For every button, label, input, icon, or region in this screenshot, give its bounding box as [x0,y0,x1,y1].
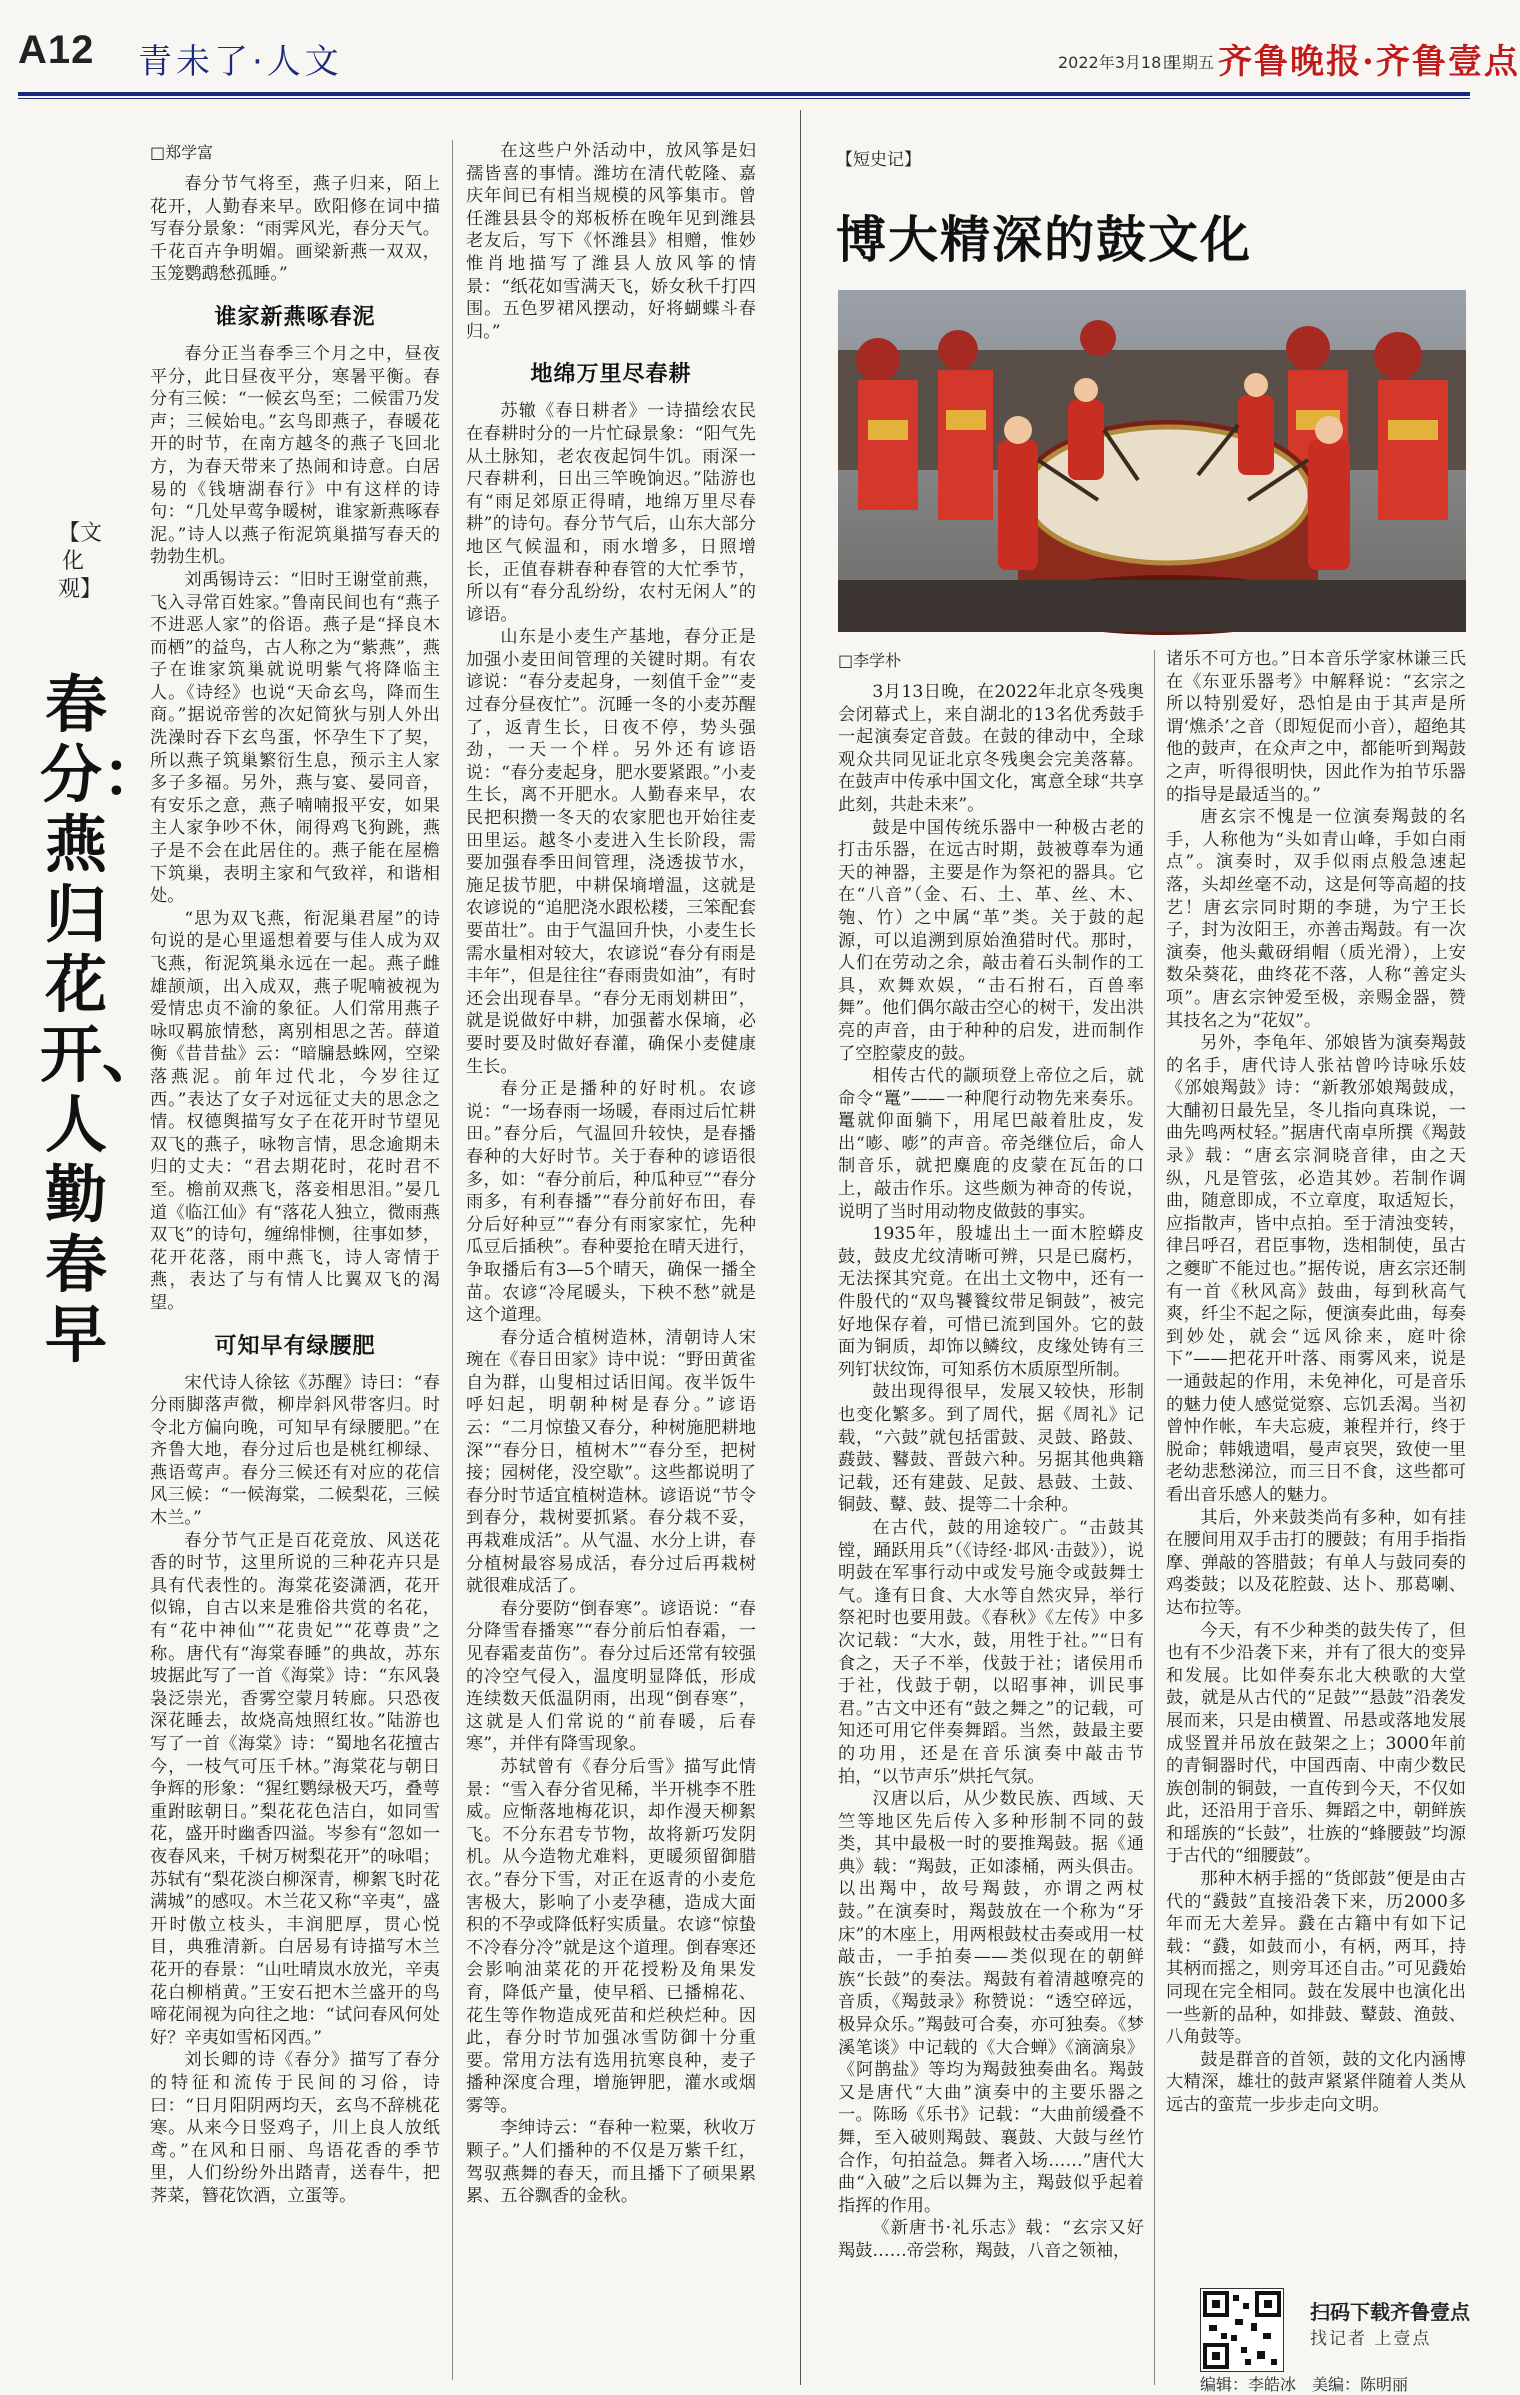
paragraph: 诸乐不可方也。”日本音乐学家林谦三氏在《东亚乐器考》中解释说：“玄宗之所以特别爱好，恐怕是由于其声是所谓‘燋杀’之音（即短促而小音），超绝其他的鼓声，在众声之中，都能听到羯鼓之声，听得很明快，因此作为拍节乐器的指导是最适当的。” [1166,649,1466,805]
paragraph: 今天，有不少种类的鼓失传了，但也有不少沿袭下来，并有了很大的变异和发展。比如伴奏东北大秧歌的大堂鼓，就是从古代的“足鼓”“悬鼓”沿袭发展而来，只是由横置、吊悬或落地发展成竖置并吊放在鼓架之上；3000年前的青铜器时代，中国西南、中南少数民族创制的铜鼓，一直传到今天，不仅如此，还沿用于音乐、舞蹈之中，朝鲜族和瑶族的“长鼓”，壮族的“蜂腰鼓”均源于古代的“细腰鼓”。 [1166,1620,1466,1867]
subheading: 可知早有绿腰肥 [214,1333,376,1359]
paragraph: 鼓出现得很早，发展又较快，形制也变化繁多。到了周代，据《周礼》记载，“六鼓”就包括雷鼓、灵鼓、路鼓、鼖鼓、鼛鼓、晋鼓六种。另据其他典籍记载，还有建鼓、足鼓、悬鼓、土鼓、铜鼓、鼙、鼓、提等二十余种。 [838,1382,1144,1516]
paragraph: 刘长卿的诗《春分》描写了春分的特征和流传于民间的习俗，诗曰：“日月阳阴两均天，玄鸟不辞桃花寒。从来今日竖鸡子，川上良人放纸鸢。”在风和日丽、鸟语花香的季节里，人们纷纷外出踏青，送春牛，把荠菜，簪花饮酒，立蛋等。 [150,2050,440,2206]
article-title: 博大精深的鼓文化 [836,210,1252,269]
paragraph: 其后，外来鼓类尚有多种，如有挂在腰间用双手击打的腰鼓；有用手指指摩、弹敲的答腊鼓；有单人与鼓同奏的鸡娄鼓；以及花腔鼓、达卜、那葛喇、达布拉等。 [1166,1507,1466,1618]
paragraph: 春分正当春季三个月之中，昼夜平分，此日昼夜平分，寒暑平衡。春分有三候：“一候玄鸟至；二候雷乃发声；三候始电。”玄鸟即燕子，春暖花开的时节，在南方越冬的燕子飞回北方，为春天带来了热闹和诗意。白居易的《钱塘湖春行》中有这样的诗句：“几处早莺争暖树，谁家新燕啄春泥。”诗人以燕子衔泥筑巢描写春天的勃勃生机。 [150,343,440,568]
paragraph: 鼓是群音的首领，鼓的文化内涵博大精深，雄壮的鼓声紧紧伴随着人类从远古的蛮荒一步步走向文明。 [1166,2049,1466,2115]
paragraph: 唐玄宗不愧是一位演奏羯鼓的名手，人称他为“头如青山峰，手如白雨点”。演奏时，双手似雨点般急速起落，头却丝毫不动，这是何等高超的技艺！唐玄宗同时期的李琎，为宁王长子，封为汝阳王，亦善击羯鼓。有一次演奏，他头戴砑绢帽（质光滑），上安数朵葵花，曲终花不落，人称“善定头项”。唐玄宗钟爱至极，亲赐金器，赞其技名之为“花奴”。 [1166,807,1466,1031]
paragraph: 另外，李龟年、邠娘皆为演奏羯鼓的名手，唐代诗人张祜曾吟诗咏乐妓《邠娘羯鼓》诗：“新教邠娘羯鼓成，大酺初日最先呈，冬儿指向真珠说，一曲先鸣两杖轻。”据唐代南卓所撰《羯鼓录》载：“唐玄宗洞晓音律，由之天纵，凡是管弦，必造其妙。若制作调曲，随意即成，不立章度，取适短长，应指散声，皆中点拍。至于清浊变转，律吕呼召，君臣事物，迭相制使，虽古之夔旷不能过也。”据传说，唐玄宗还制有一首《秋风高》鼓曲，每到秋高气爽，纤尘不起之际，便演奏此曲，每奏到妙处，就会“远风徐来，庭叶徐下”——把花开叶落、雨雾风来，说是一通鼓起的作用，未免神化，可是音乐的魅力使人感觉觉察、忘饥丢渴。当初曾忡作帐，车夫忘疲，兼程并行，终于脱命；韩娥遗唱，曼声哀哭，致使一里老幼悲愁涕泣，而三日不食，这些都可看出音乐感人的魅力。 [1166,1033,1466,1505]
paragraph: 山东是小麦生产基地，春分正是加强小麦田间管理的关键时期。有农谚说：“春分麦起身，一刻值千金”“麦过春分昼夜忙”。沉睡一冬的小麦苏醒了，返青生长，日夜不停，势头强劲，一天一个样。另外还有谚语说：“春分麦起身，肥水要紧跟。”小麦生长，离不开肥水。人勤春来早，农民把积攒一冬天的农家肥也开始往麦田里运。越冬小麦进入生长阶段，需要加强春季田间管理，浇透拔节水，施足拔节肥，中耕保墒增温，这就是农谚说的“追肥浇水跟松耧，三笨配套要苗壮”。由于气温回升快，小麦生长需水量相对较大，农谚说“春分有雨是丰年”，但是往往“春雨贵如油”，有时还会出现春旱。“春分无雨划耕田”，就是说做好中耕，加强蓄水保墒，必要时要及时做好春灌，确保小麦健康生长。 [466,627,756,1077]
qr-subcaption: 找记者 上壹点 [1310,2329,1432,2349]
qr-pattern [1201,2289,1283,2371]
column-tag: 【短史记】 [836,150,921,170]
header-divider-thin [18,98,1470,99]
text-column-3 [838,648,1144,2388]
article-divider [800,110,801,2385]
author-byline: □郑学富 [150,143,214,162]
text-column-1 [150,140,440,2380]
paragraph: 春分要防“倒春寒”。谚语说：“春分降雪春播寒”“春分前后怕春霜，一见春霜麦苗伤”。春分过后还常有较强的冷空气侵入，温度明显降低，形成连续数天低温阴雨，出现“倒春寒”，这就是人们常说的“前春暖，后春寒”，并伴有降雪现象。 [466,1598,756,1755]
article-title: 春分：燕归花开、人勤春早 [40,668,165,1371]
page-number: A12 [18,28,95,72]
paragraph: 鼓是中国传统乐器中一种极古老的打击乐器，在远古时期，鼓被尊奉为通天的神器，主要是作为祭祀的器具。它在“八音”（金、石、土、革、丝、木、匏、竹）之中属“革”类。关于鼓的起源，可以追溯到原始渔猎时代。那时，人们在劳动之余，敲击着石头制作的工具，欢舞欢娱，“击石拊石，百兽率舞”。他们偶尔敲击空心的树干，发出洪亮的声音，由于种种的启发，进而制作了空腔蒙皮的鼓。 [838,817,1144,1064]
paragraph: 苏辙《春日耕者》一诗描绘农民在春耕时分的一片忙碌景象：“阳气先从土脉知，老农夜起饲牛饥。雨深一尺春耕利，日出三竿晚饷迟。”陆游也有“雨足郊原正得晴，地绵万里尽春耕”的诗句。春分节气后，山东大部分地区气候温和，雨水增多，日照增长，正值春耕春种春管的大忙季节，所以有“春分乱纷纷，农村无闲人”的谚语。 [466,401,756,625]
section-title: 青未了·人文 [138,42,343,82]
page-header [18,28,1520,90]
paragraph: 李绅诗云：“春种一粒粟，秋收万颗子。”人们播种的不仅是万紫千红，驾驭燕舞的春天，而且播下了硕果累累、五谷飘香的金秋。 [466,2118,756,2207]
paragraph: 苏轼曾有《春分后雪》描写此情景：“雪入春分省见稀，半开桃李不胜威。应惭落地梅花识，却作漫天柳絮飞。不分东君专节物，故将新巧发阴机。从今造物尤难料，更暖须留御腊衣。”春分下雪，对正在返青的小麦危害极大，影响了小麦孕穗，造成大面积的不孕或降低籽实质量。农谚“惊蛰不冷春分冷”就是这个道理。倒春寒还会影响油菜花的开花授粉及角果发育，降低产量，使早稻、已播棉花、花生等作物造成死苗和烂秧烂种。因此，春分时节加强冰雪防御十分重要。常用方法有选用抗寒良种，麦子播种深度合理，增施钾肥，灌水或烟雾等。 [466,1756,756,2116]
paragraph: 宋代诗人徐铉《苏醒》诗曰：“春分雨脚落声微，柳岸斜风带客归。时令北方偏向晚，可知早有绿腰肥。”在齐鲁大地，春分过后也是桃红柳绿、燕语莺声。春分三候还有对应的花信风三候：“一候海棠，二候梨花，三候木兰。” [150,1372,440,1529]
paragraph: 在古代，鼓的用途较广。“击鼓其镗，踊跃用兵”（《诗经·邶风·击鼓》），说明鼓在军事行动中或发号施令或鼓舞士气。逢有日食、大水等自然灾异，举行祭祀时也要用鼓。《春秋》《左传》中多次记载：“大水，鼓，用牲于社。”“日有食之，天子不举，伐鼓于社；诸侯用币于社，伐鼓于朝，以昭事神，训民事君。”古文中还有“鼓之舞之”的记载，可知还可用它伴奏舞蹈。当然，鼓最主要的功用，还是在音乐演奏中敲击节拍，“以节声乐”烘托气氛。 [838,1517,1144,1787]
subheading: 地绵万里尽春耕 [530,362,692,388]
paragraph: 那种木柄手摇的“货郎鼓”便是由古代的“鼗鼓”直接沿袭下来，历2000多年而无大差异。鼗在古籍中有如下记载：“鼗，如鼓而小，有柄，两耳，持其柄而摇之，则旁耳还自击。”可见鼗始同现在完全相同。鼓在发展中也演化出一些新的品种，如排鼓、鼙鼓、渔鼓、八角鼓等。 [1166,1869,1466,2048]
paragraph: “思为双飞燕，衔泥巢君屋”的诗句说的是心里遥想着要与佳人成为双飞燕，衔泥筑巢永远在一起。燕子雌雄颉颃，出入成双，燕子呢喃被视为爱情忠贞不渝的象征。人们常用燕子咏叹羁旅情愁，离别相思之苦。薛道衡《昔昔盐》云：“暗牖悬蛛网，空梁落燕泥。前年过代北，今岁往辽西。”表达了女子对远征丈夫的思念之情。权德舆描写女子在花开时节望见双飞的燕子，咏物言情，思念逾期未归的丈夫：“君去期花时，花时君不至。檐前双燕飞，落妾相思泪。”晏几道《临江仙》有“落花人独立，微雨燕双飞”的诗句，缠绵悱恻，往事如梦，花开花落，雨中燕飞，诗人寄情于燕，表达了与有情人比翼双飞的渴望。 [150,908,440,1313]
text-column-4 [1166,648,1466,2268]
issue-date: 2022年3月18日 [1058,53,1178,72]
photo-illustration [838,290,1466,632]
paragraph: 刘禹锡诗云：“旧时王谢堂前燕，飞入寻常百姓家。”鲁南民间也有“燕子不进恶人家”的俗语。燕子是“择良木而栖”的益鸟，古人称之为“紫燕”，燕子在谁家筑巢就说明紫气将降临主人。《诗经》也说“天命玄鸟，降而生商。”据说帝喾的次妃简狄与别人外出洗澡时吞下玄鸟蛋，怀孕生下了契，所以燕子筑巢繁衍生息，预示主人家多子多福。另外，燕与宴、晏同音，有安乐之意，燕子喃喃报平安，如果主人家争吵不休，闹得鸡飞狗跳，燕子是不会在此居住的。燕子能在屋檐下筑巢，表明主家和气致祥，和谐相处。 [150,569,440,907]
paragraph: 1935年，殷墟出土一面木腔蟒皮鼓，鼓皮尤纹清晰可辨，只是已腐朽，无法探其究竟。在出土文物中，还有一件殷代的“双鸟饕餮纹带足铜鼓”，被完好地保存着，可惜已流到国外。它的鼓面为铜质，却饰以鳞纹，皮缘处铸有三列钉状纹饰，可知系仿木质原型所制。 [838,1224,1144,1380]
paragraph: 相传古代的颛顼登上帝位之后，就命令“鼍”——一种爬行动物先来奏乐。鼍就仰面躺下，用尾巴敲着肚皮，发出“嘭、嘭”的声音。帝尧继位后，命人制音乐，就把麋鹿的皮蒙在瓦缶的口上，敲击作乐。这些颇为神奇的传说，说明了当时用动物皮做鼓的事实。 [838,1066,1144,1222]
header-divider [18,92,1470,96]
text-column-2 [466,140,756,2380]
paragraph: 春分正是播种的好时机。农谚说：“一场春雨一场暖，春雨过后忙耕田。”春分后，气温回升较快，是春播春种的大好时节。关于春种的谚语很多，如：“春分前后，种瓜种豆”“春分雨多，有利春播”“春分前好布田，春分后好种豆”“春分有雨家家忙，先种瓜豆后插秧”。春种要抢在晴天进行，争取播后有3—5个晴天，确保一播全苗。农谚“冷尾暖头，下秧不愁”就是这个道理。 [466,1079,756,1326]
column-divider [452,140,453,2380]
author-byline: □李学朴 [838,651,902,670]
editor-credits: 编辑：李皓冰 美编：陈明丽 [1200,2375,1409,2394]
issue-weekday: 星期五 [1166,53,1215,72]
paragraph: 在这些户外活动中，放风筝是妇孺皆喜的事情。潍坊在清代乾隆、嘉庆年间已有相当规模的风筝集市。曾任潍县县令的郑板桥在晚年见到潍县老友后，写下《怀潍县》相赠，惟妙惟肖地描写了潍县人放风筝的情景：“纸花如雪满天飞，娇女秋千打四围。五色罗裙风摆动，好将蝴蝶斗春归。” [466,141,756,342]
paragraph: 春分适合植树造林，清朝诗人宋琬在《春日田家》诗中说：“野田黄雀自为群，山叟相过话旧闻。夜半饭牛呼妇起，明朝种树是春分。”谚语云：“二月惊蛰又春分，种树施肥耕地深”“春分日，植树木”“春分至，把树接；园树佬，没空歇”。这些都说明了春分时节适宜植树造林。谚语说“节令到春分，栽树要抓紧。春分栽不妥，再栽难成活”。从气温、水分上讲，春分植树最容易成活，春分过后再栽树就很难成活了。 [466,1327,756,1597]
paragraph: 《新唐书·礼乐志》载：“玄宗又好羯鼓……帝尝称，羯鼓，八音之领袖， [838,2218,1144,2261]
qr-code-icon[interactable] [1200,2288,1284,2372]
subheading: 谁家新燕啄春泥 [214,304,376,330]
newspaper-logo: 齐鲁晚报·齐鲁壹点 [1218,42,1520,82]
drum-performance-photo [838,290,1466,632]
paragraph: 春分节气正是百花竞放、风送花香的时节，这里所说的三种花卉只是具有代表性的。海棠花姿潇洒，花开似锦，自古以来是雅俗共赏的名花，有“花中神仙”“花贵妃”“花尊贵”之称。唐代有“海棠春睡”的典故，苏东坡据此写了一首《海棠》诗：“东风袅袅泛崇光，香雾空蒙月转廊。只恐夜深花睡去，故烧高烛照红妆。”陆游也写了一首《海棠》诗：“蜀地名花擅古今，一枝气可压千林。”海棠花与朝日争辉的形象：“猩红鹦绿极天巧，叠萼重跗眩朝日。”梨花花色洁白，如同雪花，盛开时幽香四溢。岑参有“忽如一夜春风来，千树万树梨花开”的咏唱；苏轼有“梨花淡白柳深青，柳絮飞时花满城”的感叹。木兰花又称“辛夷”，盛开时傲立枝头，丰润肥厚，贯心悦目，典雅清新。白居易有诗描写木兰花开的春景：“山吐晴岚水放光，辛夷花白柳梢黄。”王安石把木兰盛开的鸟啼花闹视为向往之地：“试问春风何处好？辛夷如雪柘冈西。” [150,1530,440,2048]
paragraph: 3月13日晚，在2022年北京冬残奥会闭幕式上，来自湖北的13名优秀鼓手一起演奏定音鼓。在鼓的律动中，全球观众共同见证北京冬残奥会完美落幕。在鼓声中传承中国文化，寓意全球“共享此刻，共赴未来”。 [838,682,1144,815]
paragraph: 汉唐以后，从少数民族、西域、天竺等地区先后传入多种形制不同的鼓类，其中最极一时的要推羯鼓。据《通典》载：“羯鼓，正如漆桶，两头俱击。以出羯中，故号羯鼓，亦谓之两杖鼓。”在演奏时，羯鼓放在一个称为“牙床”的木座上，用两根鼓杖击奏或用一杖敲击，一手拍奏——类似现在的朝鲜族“长鼓”的奏法。羯鼓有着清越嘹亮的音质，《羯鼓录》称赞说：“透空碎远，极异众乐。”羯鼓可合奏，亦可独奏。《梦溪笔谈》中记载的《大合蝉》《滴滴泉》《阿鹊盐》等均为羯鼓独奏曲名。羯鼓又是唐代“大曲”演奏中的主要乐器之一。陈旸《乐书》记载：“大曲前缓叠不舞，至入破则羯鼓、襄鼓、大鼓与丝竹合作，句拍益急。舞者入场……”唐代大曲“入破”之后以舞为主，羯鼓似乎起着指挥的作用。 [838,1789,1144,2216]
column-tag: 【文化观】 [58,521,103,602]
qr-caption: 扫码下载齐鲁壹点 [1310,2300,1470,2324]
paragraph: 春分节气将至，燕子归来，陌上花开，人勤春来早。欧阳修在词中描写春分景象：“雨霁风光，春分天气。千花百卉争明媚。画梁新燕一双双，玉笼鹦鹉愁孤睡。” [150,174,440,285]
column-divider [1154,650,1155,2385]
